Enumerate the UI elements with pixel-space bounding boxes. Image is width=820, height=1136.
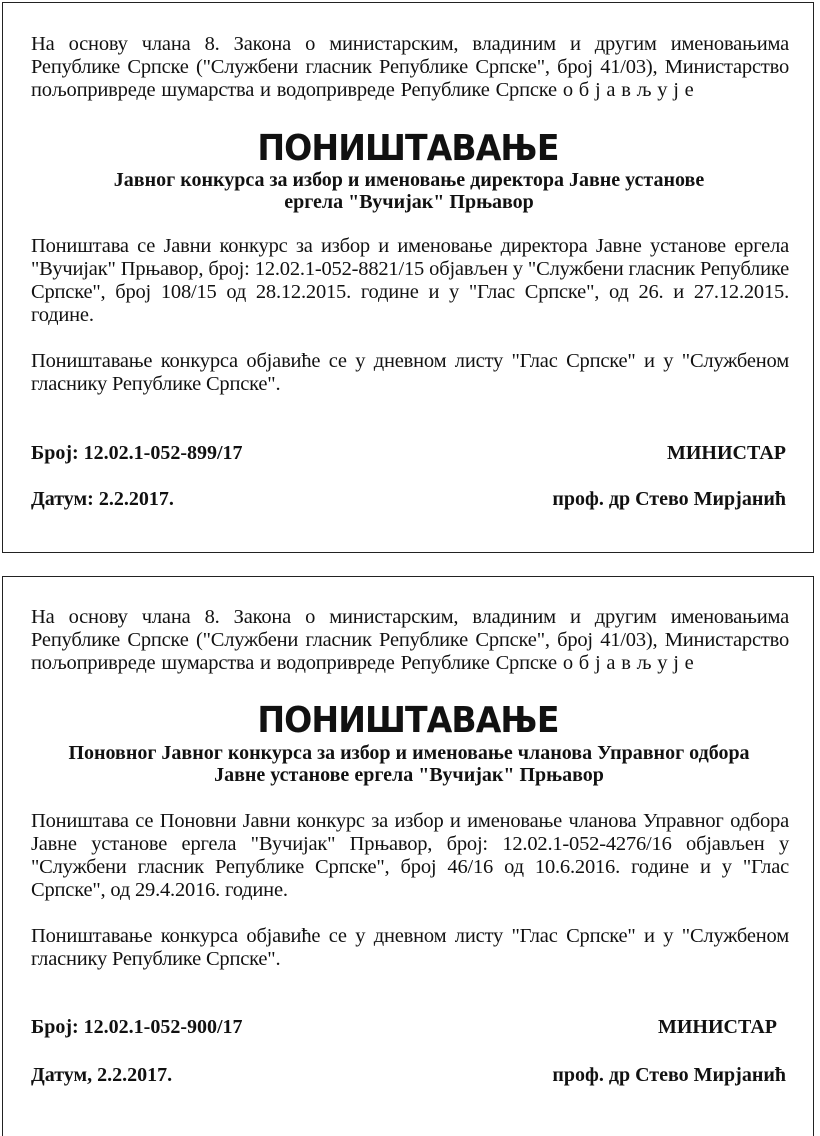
notice-heading: ПОНИШТАВАЊЕ: [257, 700, 559, 741]
document-date: Датум, 2.2.2017.: [31, 1064, 173, 1086]
notice-paragraph-2: Поништавање конкурса објавиће се у дневном листу "Глас Српске" и у "Службеном гласнику Републике Српске".: [31, 925, 789, 970]
notice-subtitle-line-1: Поновног Јавног конкурса за избор и именовање чланова Управног одбора: [68, 742, 750, 764]
notice-subtitle-line-1: Јавног конкурса за избор и именовање директора Јавне установе: [113, 169, 705, 191]
signatory-role: МИНИСТАР: [658, 1016, 777, 1038]
signatory-role: МИНИСТАР: [667, 442, 786, 464]
document-number: Број: 12.02.1-052-900/17: [31, 1016, 243, 1038]
notice-subtitle-line-2: Јавне установе ергела "Вучијак" Прњавор: [214, 764, 604, 786]
document-date: Датум: 2.2.2017.: [31, 488, 174, 510]
notice-2: [2, 576, 814, 1136]
signatory-name: проф. др Стево Мирјанић: [552, 1064, 786, 1086]
signatory-name: проф. др Стево Мирјанић: [552, 488, 786, 510]
notice-1: [2, 2, 814, 553]
notice-subtitle-line-2: ергела "Вучијак" Прњавор: [284, 191, 534, 213]
notice-intro: На основу члана 8. Закона о министарским, владиним и другим именовањима Републике Српске ("Службени гласник Републике Српске", број 41/03), Министарство пољопривреде шумарства и водопривреде Републике Српске о б ј а в љ у ј е: [31, 606, 789, 674]
notice-paragraph-1: Поништава се Поновни Јавни конкурс за избор и именовање чланова Управног одбора Јавне установе ергела "Вучијак" Прњавор, број: 12.02.1-052-4276/16 објављен у "Службени гласник Републике Српске", број 46/16 од 10.6.2016. године и у "Глас Српске", од 29.4.2016. године.: [31, 810, 789, 901]
notice-intro: На основу члана 8. Закона о министарским, владиним и другим именовањима Републике Српске ("Службени гласник Републике Српске", број 41/03), Министарство пољопривреде шумарства и водопривреде Републике Српске о б ј а в љ у ј е: [31, 33, 789, 101]
notice-paragraph-1: Поништава се Јавни конкурс за избор и именовање директора Јавне установе ергела "Вучијак" Прњавор, број: 12.02.1-052-8821/15 објављен у "Службени гласник Републике Српске", број 108/15 од 28.12.2015. године и у "Глас Српске", од 26. и 27.12.2015. године.: [31, 235, 789, 326]
notice-paragraph-2: Поништавање конкурса објавиће се у дневном листу "Глас Српске" и у "Службеном гласнику Републике Српске".: [31, 350, 789, 395]
notice-heading: ПОНИШТАВАЊЕ: [257, 128, 559, 169]
document-number: Број: 12.02.1-052-899/17: [31, 442, 243, 464]
